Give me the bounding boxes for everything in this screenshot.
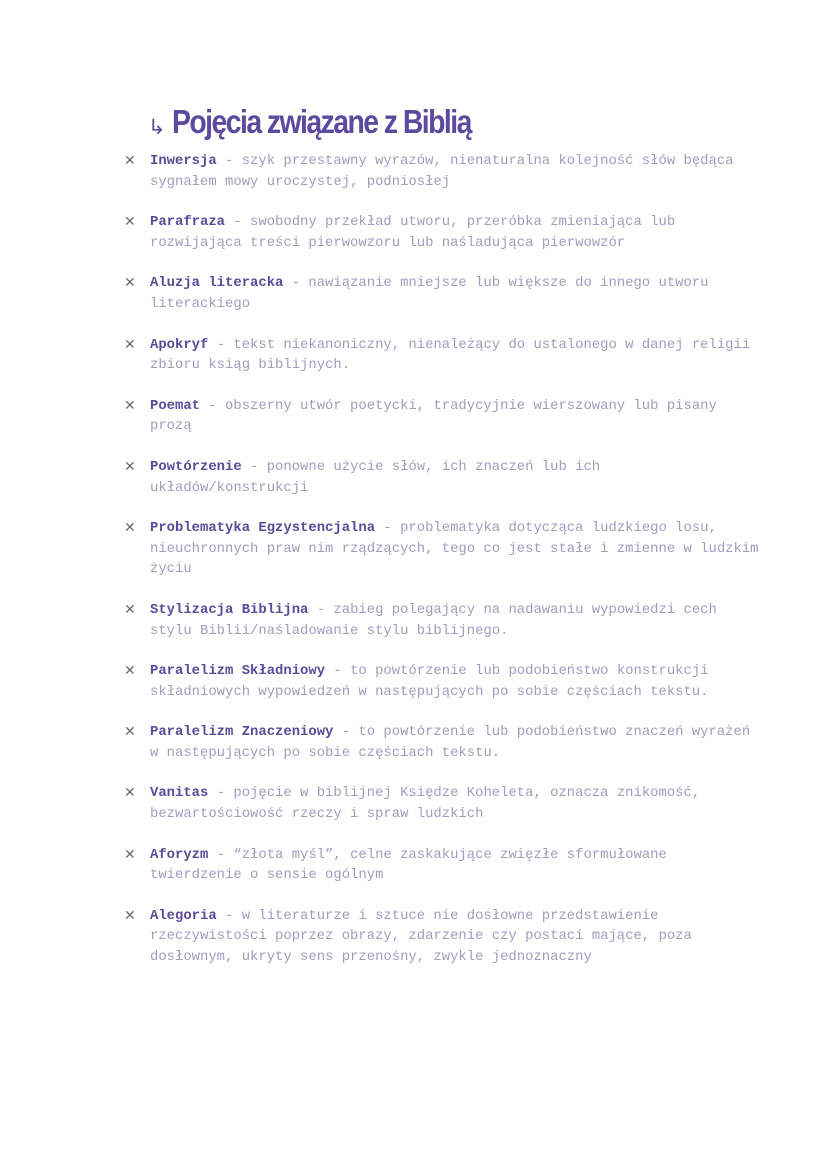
term-definition: - w literaturze i sztuce nie dosłowne przedstawienie rzeczywistości poprzez obrazy, zdarzenie czy postaci mające, poza dosłownym, ukryty sens przenośny, zwykle jednoznaczny [150, 907, 692, 966]
list-item [124, 273, 764, 314]
term-definition: - pojęcie w biblijnej Księdze Koheleta, oznacza znikomość, bezwartościowość rzeczy i spraw ludzkich [150, 785, 701, 823]
term-definition: - szyk przestawny wyrazów, nienaturalna kolejność słów będąca sygnałem mowy uroczystej, podniosłej [150, 153, 734, 190]
list-item [124, 457, 764, 498]
arrow-icon: ↳ [148, 115, 166, 139]
list-item [124, 518, 764, 580]
list-item [124, 151, 764, 192]
page-title: Pojęcia związane z Biblią [171, 103, 471, 140]
cross-bullet-icon: ✕ [124, 458, 136, 475]
term-name: Stylizacja Biblijna [150, 601, 309, 618]
cross-bullet-icon: ✕ [124, 907, 136, 924]
term-definition: - to powtórzenie lub podobieństwo znaczeń wyrażeń w następujących po sobie częściach tekstu. [150, 724, 751, 761]
list-item [124, 783, 764, 824]
term-definition: - problematyka dotycząca ludzkiego losu, nieuchronnych praw nim rządzących, tego co jest stałe i zmienne w ludzkim życiu [150, 520, 759, 578]
list-item [124, 212, 764, 253]
cross-bullet-icon: ✕ [124, 275, 136, 292]
term-name: Inwersja [150, 153, 217, 169]
term-definition: - “złota myśl”, celne zaskakujące zwięzłe sformułowane twierdzenie o sensie ogólnym [150, 846, 667, 884]
list-item [124, 335, 764, 376]
title-row [148, 102, 519, 142]
cross-bullet-icon: ✕ [124, 846, 136, 863]
term-name: Paralelizm Składniowy [150, 663, 326, 680]
term-definition: - nawiązanie mniejsze lub większe do innego utworu literackiego [150, 275, 709, 312]
cross-bullet-icon: ✕ [124, 601, 136, 618]
term-name: Vanitas [150, 785, 209, 802]
list-item [124, 396, 764, 437]
term-definition: - swobodny przekład utworu, przeróbka zmieniająca lub rozwijająca treści pierwowzoru lub naśladująca pierwowzór [150, 214, 676, 251]
cross-bullet-icon: ✕ [124, 724, 136, 741]
cross-bullet-icon: ✕ [124, 153, 136, 169]
term-definition: - ponowne użycie słów, ich znaczeń lub ich układów/konstrukcji [150, 458, 601, 496]
term-name: Apokryf [150, 336, 209, 353]
term-name: Poemat [150, 397, 201, 414]
cross-bullet-icon: ✕ [124, 214, 136, 231]
term-list [124, 151, 764, 988]
cross-bullet-icon: ✕ [124, 520, 136, 537]
term-name: Paralelizm Znaczeniowy [150, 724, 334, 741]
cross-bullet-icon: ✕ [124, 785, 136, 802]
term-name: Parafraza [150, 214, 226, 231]
list-item [124, 722, 764, 763]
list-item [124, 845, 764, 886]
term-name: Powtórzenie [150, 458, 242, 475]
term-name: Problematyka Egzystencjalna [150, 520, 376, 537]
term-definition: - tekst niekanoniczny, nienależący do ustalonego w danej religii zbioru ksiąg biblijnych. [150, 336, 751, 374]
term-definition: - to powtórzenie lub podobieństwo konstrukcji składniowych wypowiedzeń w następujących po sobie częściach tekstu. [150, 663, 709, 700]
term-name: Alegoria [150, 907, 217, 924]
list-item [124, 600, 764, 641]
term-definition: - obszerny utwór poetycki, tradycyjnie wierszowany lub pisany prozą [150, 397, 717, 435]
list-item [124, 906, 764, 968]
term-name: Aforyzm [150, 846, 209, 863]
term-definition: - zabieg polegający na nadawaniu wypowiedzi cech stylu Biblii/naśladowanie stylu biblijnego. [150, 601, 717, 639]
list-item [124, 661, 764, 702]
term-name: Aluzja literacka [150, 275, 284, 292]
cross-bullet-icon: ✕ [124, 663, 136, 680]
cross-bullet-icon: ✕ [124, 397, 136, 414]
cross-bullet-icon: ✕ [124, 336, 136, 353]
